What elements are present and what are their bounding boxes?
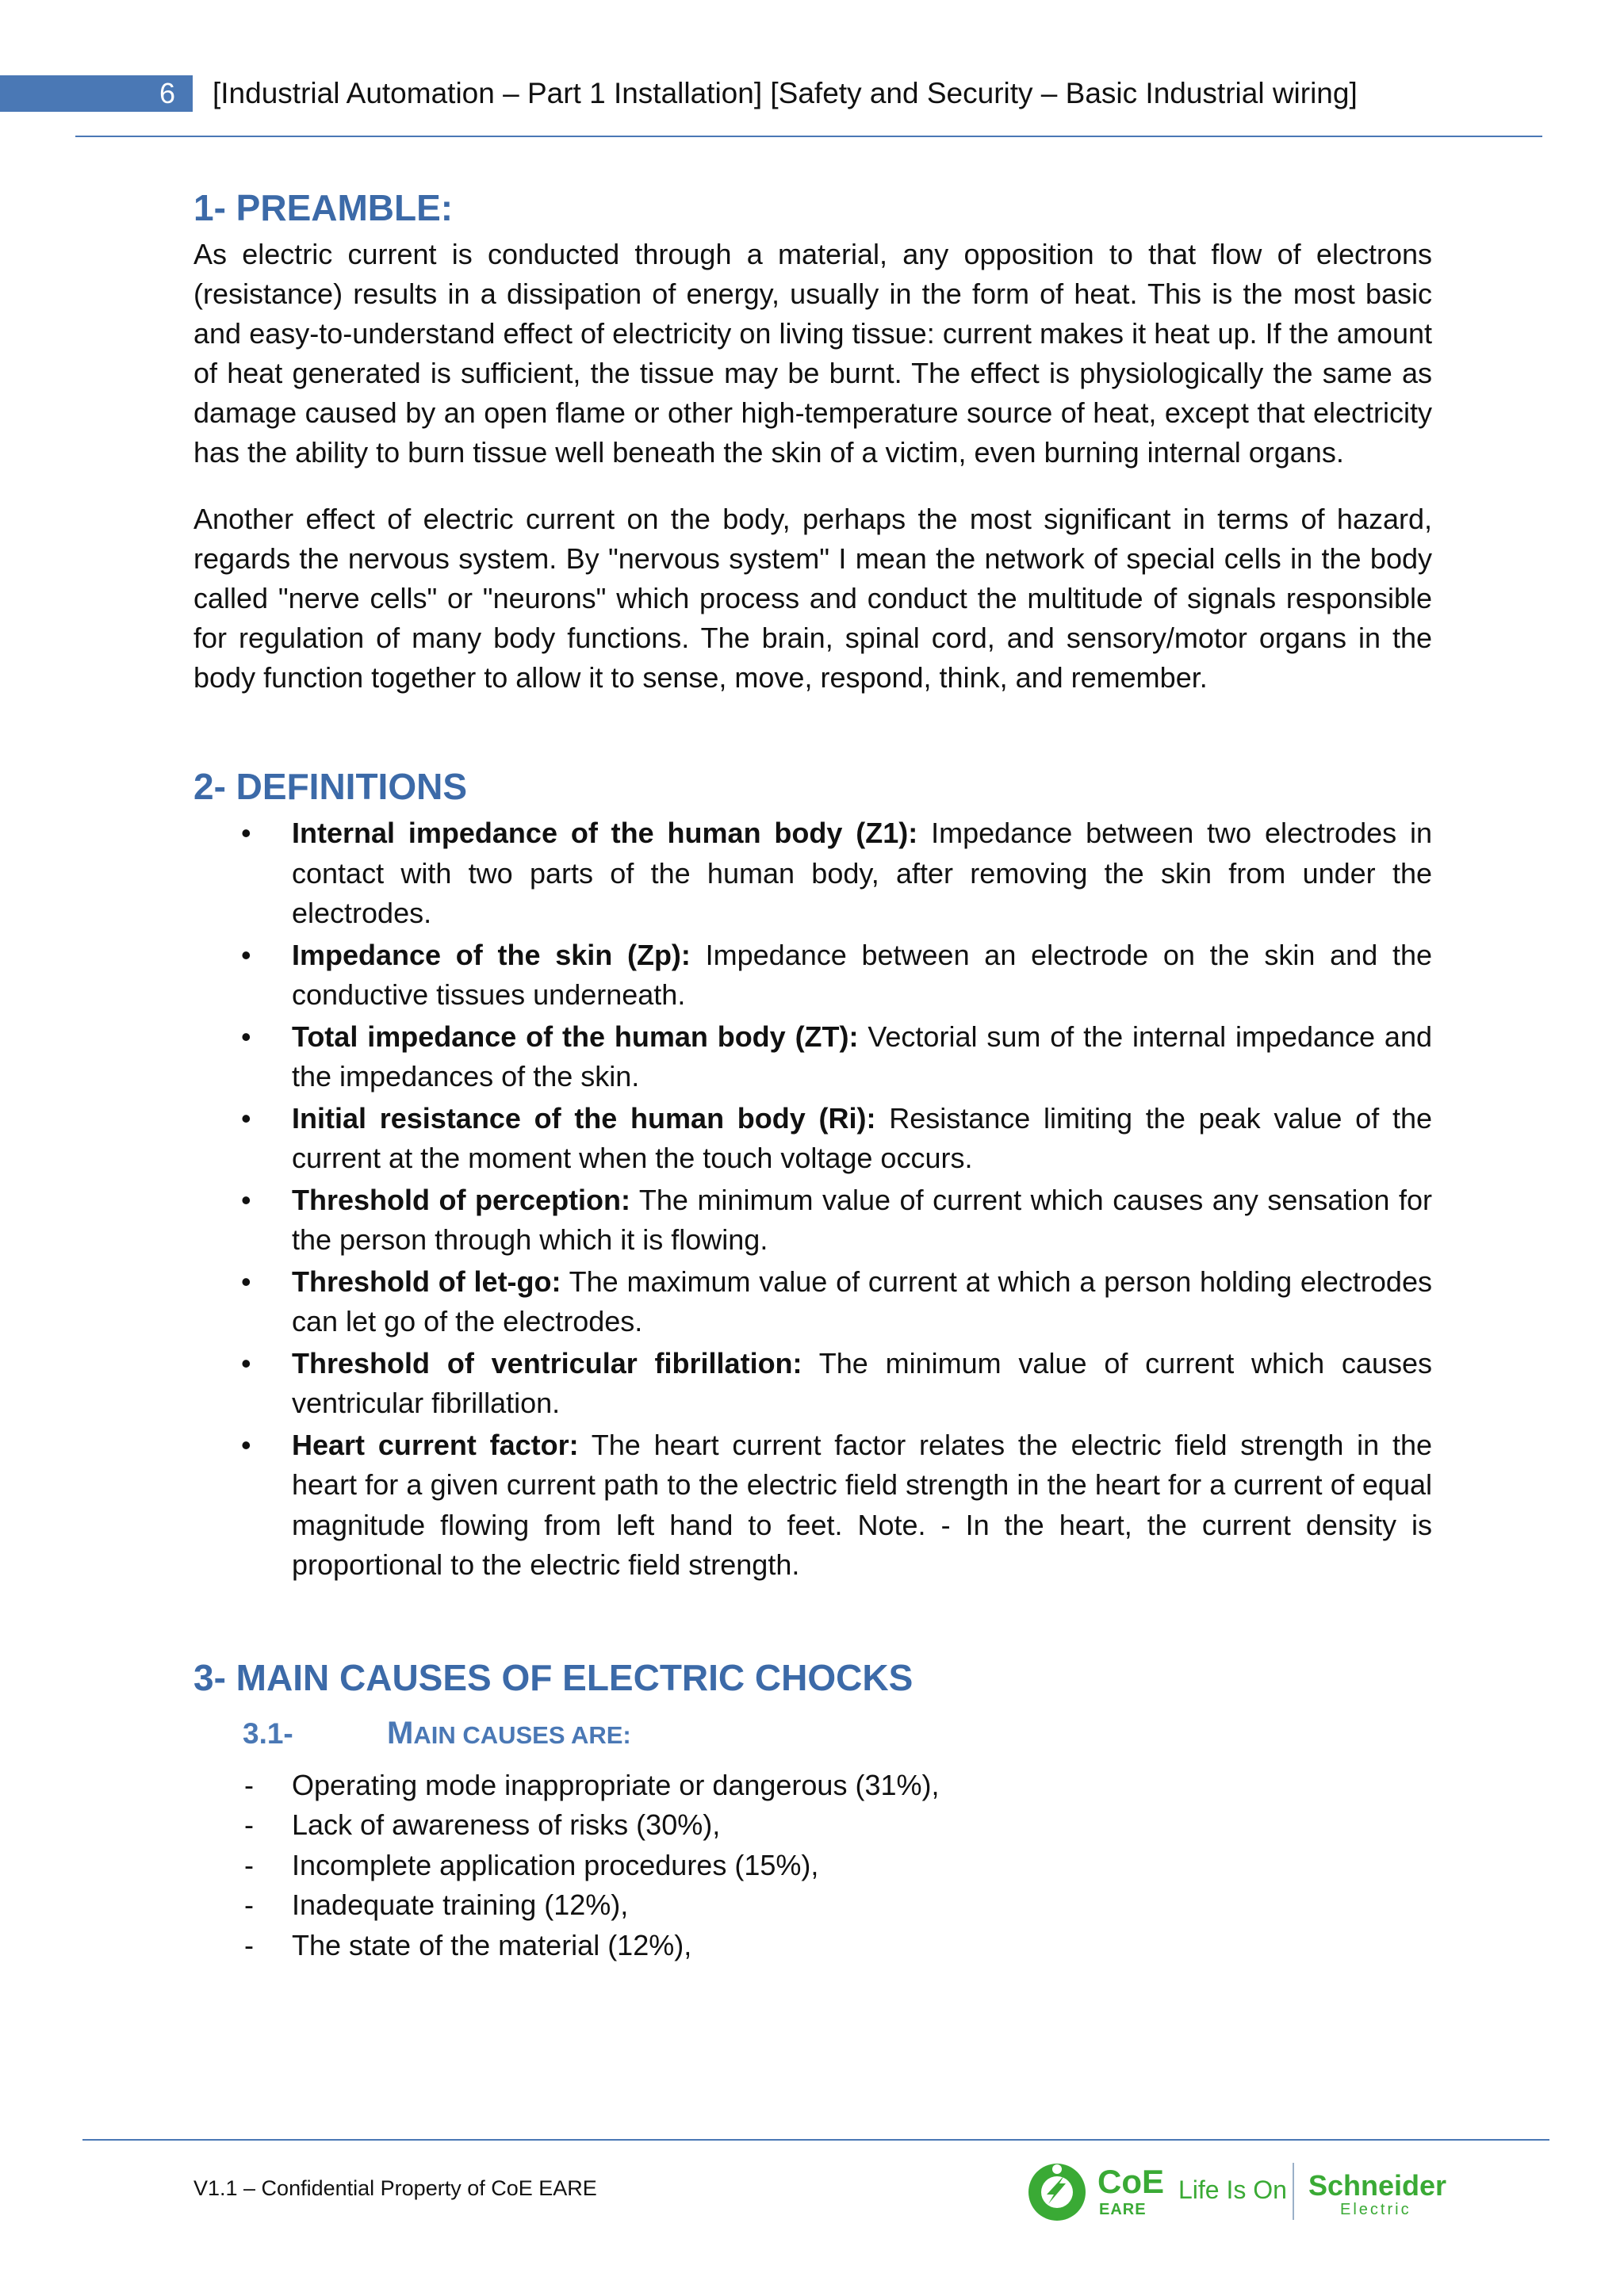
dash-marker: - [244,1848,254,1881]
bullet-icon: • [241,817,251,849]
cause-text: Incomplete application procedures (15%), [292,1848,819,1881]
preamble-paragraph-1: As electric current is conducted through a material, any opposition to that flow of electrons (resistance) results in a dissipation of energy, usually in the form of heat. This is the most basic and easy-to-understand effect of electricity on living tissue: current makes it heat up. If the amount of heat generated is sufficient, the tissue may be burnt. The effect is physiologically the same as damage caused by an open flame or other high-temperature source of heat, except that electricity has the ability to burn tissue well beneath the skin of a victim, even burning internal organs. [193,238,1432,469]
list-item [193,1805,1432,1846]
footer-confidential: V1.1 – Confidential Property of CoE EARE [193,2176,597,2200]
subheading-title-initial: M [387,1715,414,1751]
schneider-logo-text: Schneider [1308,2169,1447,2202]
definition-term: Heart current factor: [292,1428,579,1461]
causes-list [193,1766,1432,1966]
definition-term: Impedance of the skin (Zp): [292,938,691,971]
page-content [193,182,1432,1965]
list-item [193,1344,1432,1424]
cause-text: Operating mode inappropriate or dangerous (31%), [292,1768,940,1801]
list-item [193,1017,1432,1097]
subheading-title-rest: AIN CAUSES ARE: [413,1720,631,1749]
bullet-icon: • [241,1346,251,1380]
definition-term: Threshold of let-go: [292,1265,561,1298]
list-item [193,936,1432,1016]
definition-term: Threshold of ventricular fibrillation: [292,1346,802,1380]
dash-marker: - [244,1768,254,1801]
bullet-icon: • [241,1265,251,1298]
list-item [193,1099,1432,1179]
definition-text: The maximum value of current at which a person holding electrodes can let go of the electrodes. [292,1265,1432,1337]
definitions-heading: 2- DEFINITIONS [193,766,468,807]
definitions-list [193,813,1432,1586]
definition-term: Internal impedance of the human body (Z1): [292,817,918,849]
dash-marker: - [244,1808,254,1841]
eare-logo-text: EARE [1099,2201,1147,2218]
list-item [193,1181,1432,1261]
coe-logo-icon [1025,2160,1090,2225]
definition-text: The minimum value of current which causes any sensation for the person through which it is flowing. [292,1183,1432,1256]
dash-marker: - [244,1888,254,1921]
page-number-bar [0,75,193,112]
definition-text: Impedance between an electrode on the skin and the conductive tissues underneath. [292,938,1432,1011]
running-header: [Industrial Automation – Part 1 Installation] [Safety and Security – Basic Industrial wiring] [213,77,1358,109]
cause-text: The state of the material (12%), [292,1928,692,1961]
header-divider [75,136,1542,137]
definition-text: The heart current factor relates the electric field strength in the heart for a given current path to the electric field strength in the heart for a current of equal magnitude flowing from left hand to feet. Note. - In the heart, the current density is proportional to the electric field strength. [292,1428,1432,1581]
electric-logo-text: Electric [1340,2201,1411,2218]
life-is-on-tagline: Life Is On [1178,2175,1287,2204]
subheading-number: 3.1- [243,1716,293,1750]
list-item [193,1846,1432,1886]
preamble-paragraph-2: Another effect of electric current on the body, perhaps the most significant in terms of hazard, regards the nervous system. By "nervous system" I mean the network of special cells in the body called "nerve cells" or "neurons" which process and conduct the multitude of signals responsible for regulation of many body functions. The brain, spinal cord, and sensory/motor organs in the body function together to allow it to sense, move, respond, think, and remember. [193,503,1432,694]
definition-text: Vectorial sum of the internal impedance and the impedances of the skin. [292,1020,1432,1093]
causes-heading: 3- MAIN CAUSES OF ELECTRIC CHOCKS [193,1656,914,1698]
definition-text: Resistance limiting the peak value of the current at the moment when the touch voltage occurs. [292,1101,1432,1174]
bullet-icon: • [241,1101,251,1135]
list-item [193,1885,1432,1926]
definition-term: Initial resistance of the human body (Ri): [292,1101,876,1135]
definition-text: The minimum value of current which causes ventricular fibrillation. [292,1346,1432,1419]
dash-marker: - [244,1928,254,1961]
coe-logo-text: CoE [1097,2163,1164,2200]
bullet-icon: • [241,1183,251,1216]
list-item [193,1926,1432,1966]
list-item [193,1262,1432,1342]
causes-subheading [193,1711,1432,1758]
list-item [193,813,1432,934]
definition-term: Threshold of perception: [292,1183,631,1216]
list-item [193,1766,1432,1806]
bullet-icon: • [241,1020,251,1053]
bullet-icon: • [241,1428,251,1461]
definition-text: Impedance between two electrodes in contact with two parts of the human body, after removing the skin from under the electrodes. [292,817,1433,929]
logo-separator [1293,2163,1294,2220]
footer-logos [1025,2158,1484,2229]
cause-text: Inadequate training (12%), [292,1888,629,1921]
list-item [193,1425,1432,1586]
bullet-icon: • [241,938,251,971]
cause-text: Lack of awareness of risks (30%), [292,1808,721,1841]
page-number: 6 [159,77,175,109]
definition-term: Total impedance of the human body (ZT): [292,1020,859,1053]
footer-divider [82,2139,1549,2141]
preamble-heading: 1- PREAMBLE: [193,187,454,228]
